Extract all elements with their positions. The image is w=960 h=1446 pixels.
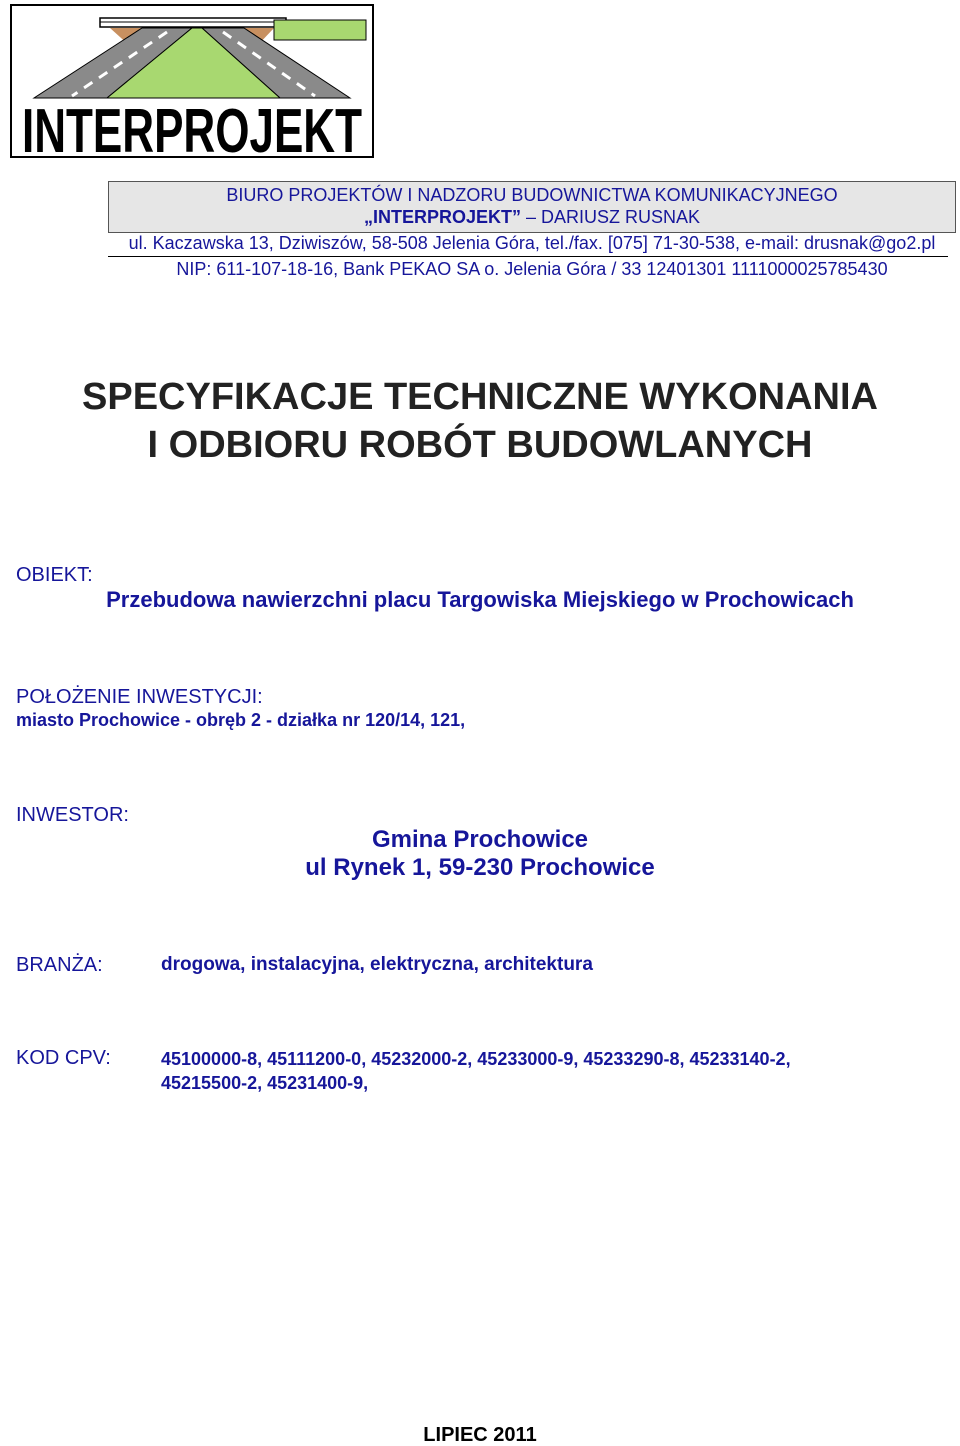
document-title-line1: SPECYFIKACJE TECHNICZNE WYKONANIA bbox=[82, 376, 878, 418]
inwestor-address: ul Rynek 1, 59-230 Prochowice bbox=[305, 854, 655, 881]
obiekt-label: OBIEKT: bbox=[16, 564, 93, 586]
branza-label: BRANŻA: bbox=[16, 954, 103, 976]
document-title-line2: I ODBIORU ROBÓT BUDOWLANYCH bbox=[147, 424, 813, 466]
inwestor-name: Gmina Prochowice bbox=[371, 826, 589, 853]
company-logo bbox=[10, 4, 374, 166]
header-divider bbox=[108, 256, 948, 257]
company-owner-name: – DARIUSZ RUSNAK bbox=[520, 207, 701, 227]
company-name: BIURO PROJEKTÓW I NADZORU BUDOWNICTWA KOMUNIKACYJNEGO bbox=[226, 185, 838, 205]
obiekt-value: Przebudowa nawierzchni placu Targowiska Miejskiego w Prochowicach bbox=[106, 587, 854, 612]
branza-value: drogowa, instalacyjna, elektryczna, architektura bbox=[161, 954, 593, 975]
polozenie-label: POŁOŻENIE INWESTYCJI: bbox=[16, 686, 263, 708]
document-date: LIPIEC 2011 bbox=[423, 1424, 537, 1446]
cpv-codes-line2: 45215500-2, 45231400-9, bbox=[161, 1073, 369, 1093]
cpv-label: KOD CPV: bbox=[16, 1047, 111, 1069]
company-bank: NIP: 611-107-18-16, Bank PEKAO SA o. Jelenia Góra / 33 12401301 1111000025785430 bbox=[176, 259, 888, 279]
cpv-codes-line1: 45100000-8, 45111200-0, 45232000-2, 45233000-9, 45233290-8, 45233140-2, bbox=[161, 1049, 791, 1069]
company-brand: „INTERPROJEKT” bbox=[363, 207, 521, 227]
inwestor-label: INWESTOR: bbox=[16, 804, 129, 826]
polozenie-value: miasto Prochowice - obręb 2 - działka nr 120/14, 121, bbox=[16, 710, 466, 730]
logo-brand-text: INTERPROJEKT bbox=[22, 97, 363, 166]
company-address: ul. Kaczawska 13, Dziwiszów, 58-508 Jelenia Góra, tel./fax. [075] 71-30-538, e-mail: drusnak@go2.pl bbox=[128, 233, 936, 253]
company-owner bbox=[108, 206, 956, 228]
road-bridge-logo-icon bbox=[12, 6, 372, 166]
right-grass bbox=[274, 20, 366, 40]
